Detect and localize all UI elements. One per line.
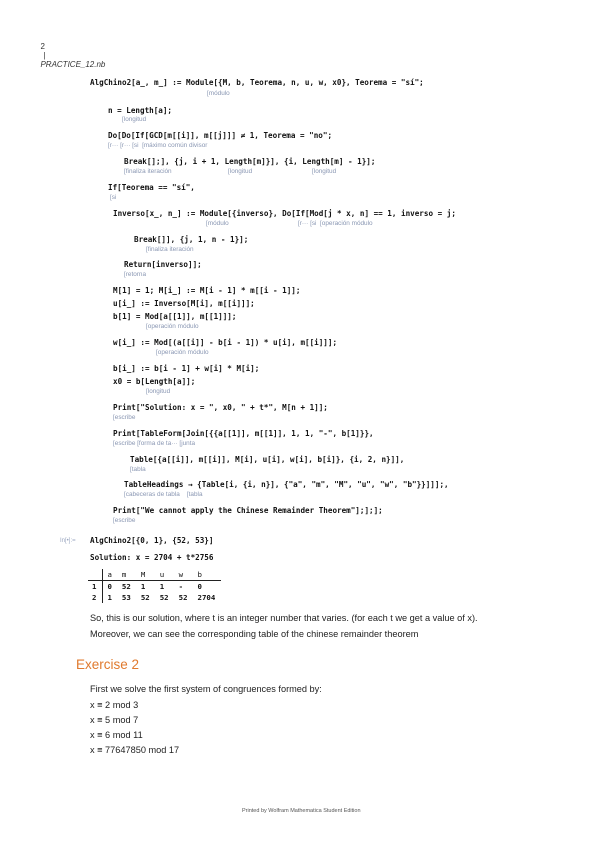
- code-line: b[1] = Mod[a[[1]], m[[1]]];: [113, 312, 237, 321]
- congruence: x ≡ 5 mod 7: [90, 715, 139, 725]
- page-footer: Printed by Wolfram Mathematica Student Edition: [242, 808, 361, 814]
- code-line: Break[]], {j, 1, n - 1}];: [134, 235, 249, 244]
- code-annotation: [finaliza iteración: [124, 168, 172, 175]
- table-cell: 2704: [197, 593, 216, 602]
- code-annotation: [operación módulo: [156, 349, 209, 356]
- header-separator: |: [43, 51, 46, 60]
- congruence: x ≡ 2 mod 3: [90, 700, 139, 710]
- table-cell: 52: [178, 593, 188, 602]
- page-number: 2: [40, 42, 45, 51]
- table-header: w: [175, 569, 194, 581]
- table-header: M: [137, 569, 156, 581]
- notebook-title: PRACTICE_12.nb: [40, 60, 106, 69]
- code-line: u[i_] := Inverso[M[i], m[[i]]];: [113, 299, 255, 308]
- table-cell: 1: [159, 582, 165, 591]
- code-annotation: [r··· [r··· [si [máximo común divisor: [108, 142, 208, 149]
- table-cell: 1: [107, 593, 112, 602]
- table-cell: -: [178, 582, 184, 591]
- solution-output: Solution: x = 2704 + t*2756: [90, 553, 214, 562]
- table-cell: 1: [140, 582, 146, 591]
- code-annotation: [cabeceras de tabla [tabla: [124, 491, 203, 498]
- paragraph: Moreover, we can see the corresponding table of the chinese remainder theorem: [90, 629, 419, 639]
- code-annotation: [módulo: [206, 220, 229, 227]
- input-prompt: In[•]:=: [60, 538, 76, 544]
- table-cell: 52: [121, 582, 131, 591]
- code-annotation: [operación módulo: [146, 323, 199, 330]
- code-annotation: [si: [110, 194, 117, 201]
- code-annotation: [retorna: [124, 271, 147, 278]
- congruence: x ≡ 77647850 mod 17: [90, 745, 180, 755]
- code-annotation: [escribe [forma de ta··· [junta: [113, 440, 196, 447]
- code-line: x0 = b[Length[a]];: [113, 377, 196, 386]
- table-header: b: [194, 569, 222, 581]
- code-line: Break[];], {j, i + 1, Length[m]}], {i, Length[m] - 1}];: [124, 157, 376, 166]
- table-cell: 53: [121, 593, 131, 602]
- code-annotation: [módulo: [207, 90, 230, 97]
- code-line: Print["Solution: x = ", x0, " + t*", M[n + 1]];: [113, 403, 328, 412]
- code-line: TableHeadings → {Table[i, {i, n}], {"a", "m", "M", "u", "w", "b"}}]]];,: [124, 480, 449, 489]
- table-row: [88, 581, 221, 593]
- code-line: Return[inverso]];: [124, 260, 202, 269]
- code-annotation: [longitud: [146, 388, 171, 395]
- code-annotation: [r··· [si [operación módulo: [298, 220, 373, 227]
- input-code[interactable]: AlgChino2[{0, 1}, {52, 53}]: [90, 536, 214, 545]
- congruence: x ≡ 6 mod 11: [90, 730, 143, 740]
- table-header: a: [103, 569, 118, 581]
- code-annotation: [longitud: [122, 116, 147, 123]
- code-line: M[1] = 1; M[i_] := M[i - 1] * m[[i - 1]];: [113, 286, 301, 295]
- row-label: 2: [88, 592, 103, 603]
- code-annotation: [tabla: [130, 466, 146, 473]
- table-header: m: [118, 569, 137, 581]
- code-line: AlgChino2[a_, m_] := Module[{M, b, Teorema, n, u, w, x0}, Teorema = "sí";: [90, 78, 424, 87]
- code-line: n = Length[a];: [108, 106, 173, 115]
- code-line: b[i_] := b[i - 1] + w[i] * M[i];: [113, 364, 260, 373]
- table-cell: 52: [159, 593, 169, 602]
- paragraph: So, this is our solution, where t is an integer number that varies. (for each t we get a value of x).: [90, 613, 478, 623]
- row-label: 1: [88, 581, 103, 593]
- code-line: Do[Do[If[GCD[m[[i]], m[[j]]] ≠ 1, Teorema = "no";: [108, 131, 333, 140]
- code-line: Print["We cannot apply the Chinese Remainder Theorem"];];];: [113, 506, 383, 515]
- table-cell: 52: [140, 593, 150, 602]
- table-header-row: [88, 569, 221, 581]
- code-annotation: [longitud: [228, 168, 253, 175]
- code-annotation: [escribe: [113, 517, 136, 524]
- page-header: [36, 33, 105, 69]
- code-line: Inverso[x_, n_] := Module[{inverso}, Do[If[Mod[j * x, n] == 1, inverso = j;: [113, 209, 456, 218]
- code-line: If[Teorema == "sí",: [108, 183, 195, 192]
- result-table: [88, 569, 221, 603]
- code-line: Print[TableForm[Join[{{a[[1]], m[[1]], 1, 1, "-", b[1]}},: [113, 429, 374, 438]
- table-header: u: [156, 569, 175, 581]
- code-line: Table[{a[[i]], m[[i]], M[i], u[i], w[i], b[i]}, {i, 2, n}]],: [130, 455, 405, 464]
- table-row: [88, 592, 221, 603]
- section-title: Exercise 2: [76, 657, 140, 672]
- table-cell: 0: [197, 582, 202, 591]
- code-annotation: [longitud: [312, 168, 337, 175]
- code-annotation: [escribe: [113, 414, 136, 421]
- code-annotation: [finaliza iteración: [146, 246, 194, 253]
- table-cell: 0: [107, 582, 112, 591]
- paragraph: First we solve the first system of congruences formed by:: [90, 684, 322, 694]
- code-line: w[i_] := Mod[(a[[i]] - b[i - 1]) * u[i], m[[i]]];: [113, 338, 338, 347]
- table-corner: [88, 569, 103, 581]
